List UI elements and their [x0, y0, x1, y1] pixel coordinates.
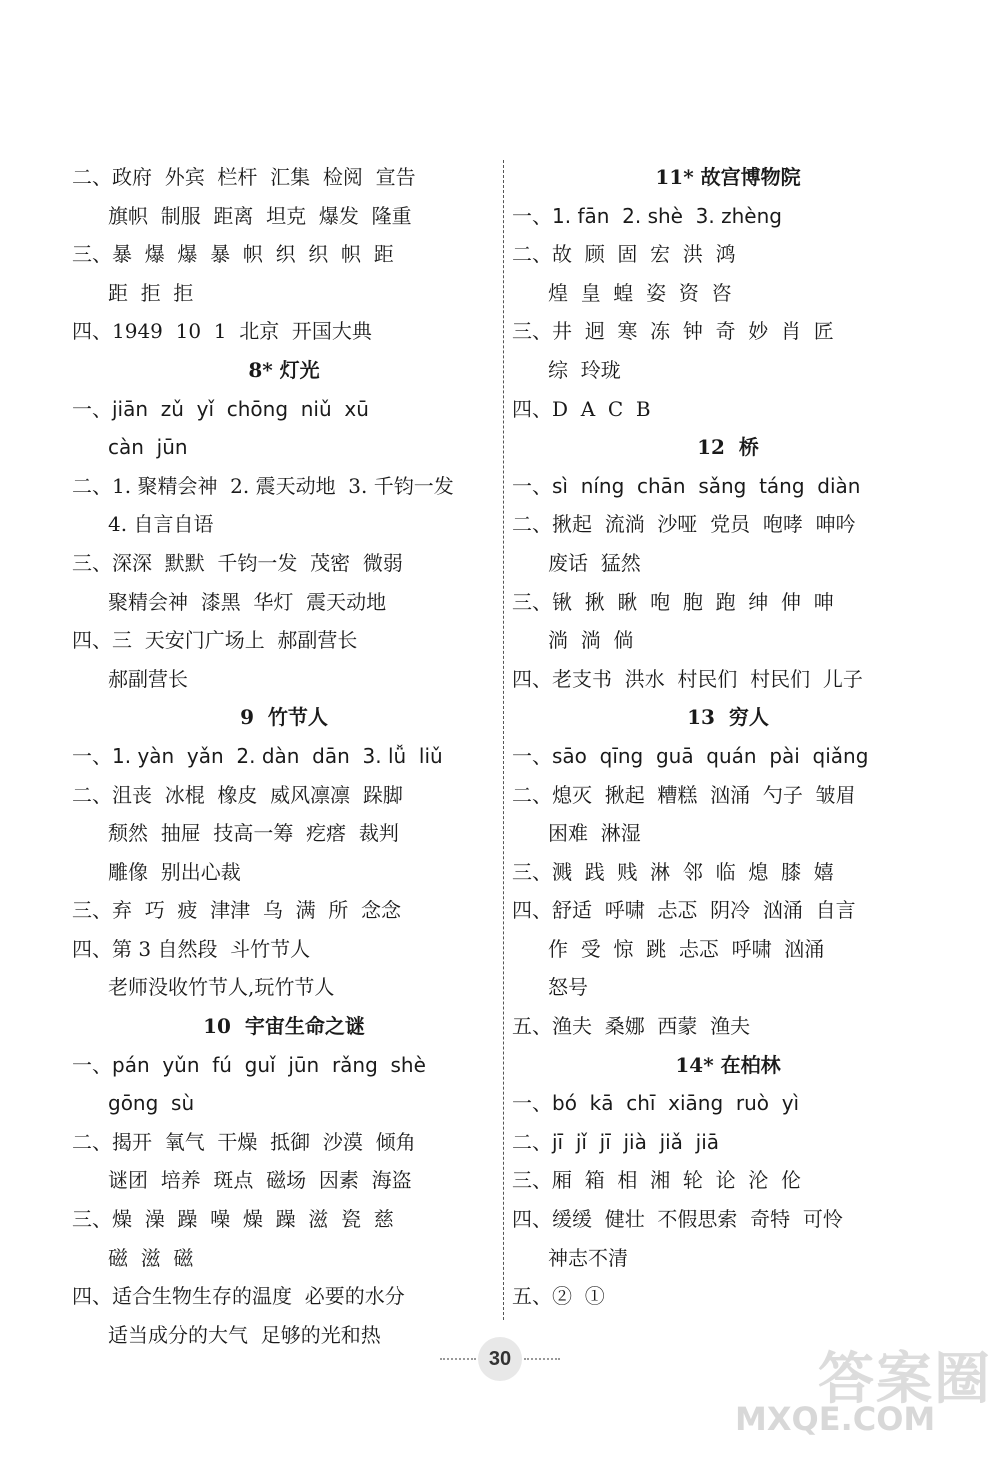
section-title: 12 桥	[697, 435, 759, 460]
answer-line: 三、锹 揪 瞅 咆 胞 跑 绅 伸 呻	[512, 589, 834, 614]
answer-line: 三、暴 爆 爆 暴 帜 织 织 帜 距	[72, 242, 394, 267]
answer-line: 四、1949 10 1 北京 开国大典	[72, 319, 372, 344]
answer-line: 三、弃 巧 疲 津津 乌 满 所 念念	[72, 898, 402, 923]
section-title: 9 竹节人	[240, 705, 328, 730]
answer-line: 废话 猛然	[548, 550, 641, 575]
right-column	[512, 158, 944, 1316]
page-number: 30	[478, 1337, 522, 1381]
answer-line: 一、sāo qīng guā quán pài qiǎng	[512, 743, 869, 768]
answer-line: càn jūn	[108, 435, 188, 460]
answer-line: 四、舒适 呼啸 忐忑 阴冷 汹涌 自言	[512, 898, 856, 923]
left-column	[72, 158, 496, 1354]
answer-line: 聚精会神 漆黑 华灯 震天动地	[108, 589, 387, 614]
answer-line: 一、sì níng chān sǎng táng diàn	[512, 473, 861, 498]
answer-line: 三、深深 默默 千钧一发 茂密 微弱	[72, 550, 403, 575]
answer-line: 三、井 迥 寒 冻 钟 奇 妙 肖 匠	[512, 319, 834, 344]
section-title: 11* 故宫博物院	[655, 165, 801, 189]
section-title: 13 穷人	[687, 705, 769, 730]
answer-line: 三、厢 箱 相 湘 轮 论 沦 伦	[512, 1168, 802, 1193]
answer-line: 四、三 天安门广场上 郝副营长	[72, 628, 358, 653]
answer-line: 二、熄灭 揪起 糟糕 汹涌 勺子 皱眉	[512, 782, 856, 807]
page-ornament-left	[440, 1358, 476, 1364]
answer-line: 4. 自言自语	[108, 512, 214, 537]
answer-line: 四、第 3 自然段 斗竹节人	[72, 936, 311, 961]
section-title: 14* 在柏林	[675, 1052, 781, 1077]
answer-line: 三、燥 澡 躁 噪 燥 躁 滋 瓷 慈	[72, 1207, 394, 1232]
answer-line: 雕像 别出心裁	[108, 859, 241, 884]
answer-line: 神志不清	[548, 1245, 628, 1270]
answer-line: 综 玲珑	[548, 357, 621, 382]
answer-line: 旗帜 制服 距离 坦克 爆发 隆重	[108, 203, 412, 228]
answer-line: 郝副营长	[108, 666, 188, 691]
answer-line: 作 受 惊 跳 忐忑 呼啸 汹涌	[548, 936, 825, 961]
answer-line: 四、老支书 洪水 村民们 村民们 儿子	[512, 666, 863, 691]
answer-line: 二、故 顾 固 宏 洪 鸿	[512, 242, 736, 267]
answer-line: 一、pán yǔn fú guǐ jūn rǎng shè	[72, 1052, 426, 1077]
section-title: 8* 灯光	[248, 357, 320, 382]
column-divider	[503, 160, 504, 1320]
answer-line: 一、jiān zǔ yǐ chōng niǔ xū	[72, 396, 369, 421]
answer-line: 一、bó kā chī xiāng ruò yì	[512, 1091, 800, 1116]
answer-line: 适当成分的大气 足够的光和热	[108, 1322, 381, 1347]
watermark-site: MXQE.COM	[735, 1400, 936, 1438]
answer-line: 二、揪起 流淌 沙哑 党员 咆哮 呻吟	[512, 512, 856, 537]
answer-line: 谜团 培养 斑点 磁场 因素 海盗	[108, 1168, 412, 1193]
answer-line: 煌 皇 蝗 姿 资 咨	[548, 280, 732, 305]
answer-line: 二、1. 聚精会神 2. 震天动地 3. 千钧一发	[72, 473, 454, 498]
answer-line: 二、政府 外宾 栏杆 汇集 检阅 宣告	[72, 165, 416, 189]
answer-line: 距 拒 拒	[108, 280, 194, 305]
page-ornament-right	[524, 1358, 560, 1364]
answer-line: 五、渔夫 桑娜 西蒙 渔夫	[512, 1014, 751, 1039]
answer-line: 三、溅 践 贱 淋 邻 临 熄 膝 嬉	[512, 859, 834, 884]
answer-line: 二、沮丧 冰棍 橡皮 威风凛凛 跺脚	[72, 782, 403, 807]
answer-line: 四、适合生物生存的温度 必要的水分	[72, 1284, 405, 1309]
answer-line: 二、jī jǐ jī jià jiǎ jiā	[512, 1129, 720, 1154]
watermark-answer-logo: 答案圈	[818, 1347, 992, 1412]
answer-line: 一、1. yàn yǎn 2. dàn dān 3. lǚ liǔ	[72, 743, 443, 768]
answer-line: 四、D A C B	[512, 396, 651, 421]
answer-line: 困难 淋湿	[548, 821, 641, 846]
answer-line: 老师没收竹节人,玩竹节人	[108, 975, 335, 1000]
answer-line: 颓然 抽屉 技高一筹 疙瘩 裁判	[108, 821, 399, 846]
answer-line: 二、揭开 氧气 干燥 抵御 沙漠 倾角	[72, 1129, 416, 1154]
answer-line: gōng sù	[108, 1091, 195, 1116]
answer-line: 怒号	[548, 975, 588, 1000]
answer-line: 磁 滋 磁	[108, 1245, 194, 1270]
answer-line: 一、1. fān 2. shè 3. zhèng	[512, 203, 782, 228]
answer-line: 四、缓缓 健壮 不假思索 奇特 可怜	[512, 1207, 843, 1232]
answer-line: 淌 淌 倘	[548, 628, 634, 653]
answer-line: 五、② ①	[512, 1284, 605, 1309]
section-title: 10 宇宙生命之谜	[203, 1014, 365, 1039]
